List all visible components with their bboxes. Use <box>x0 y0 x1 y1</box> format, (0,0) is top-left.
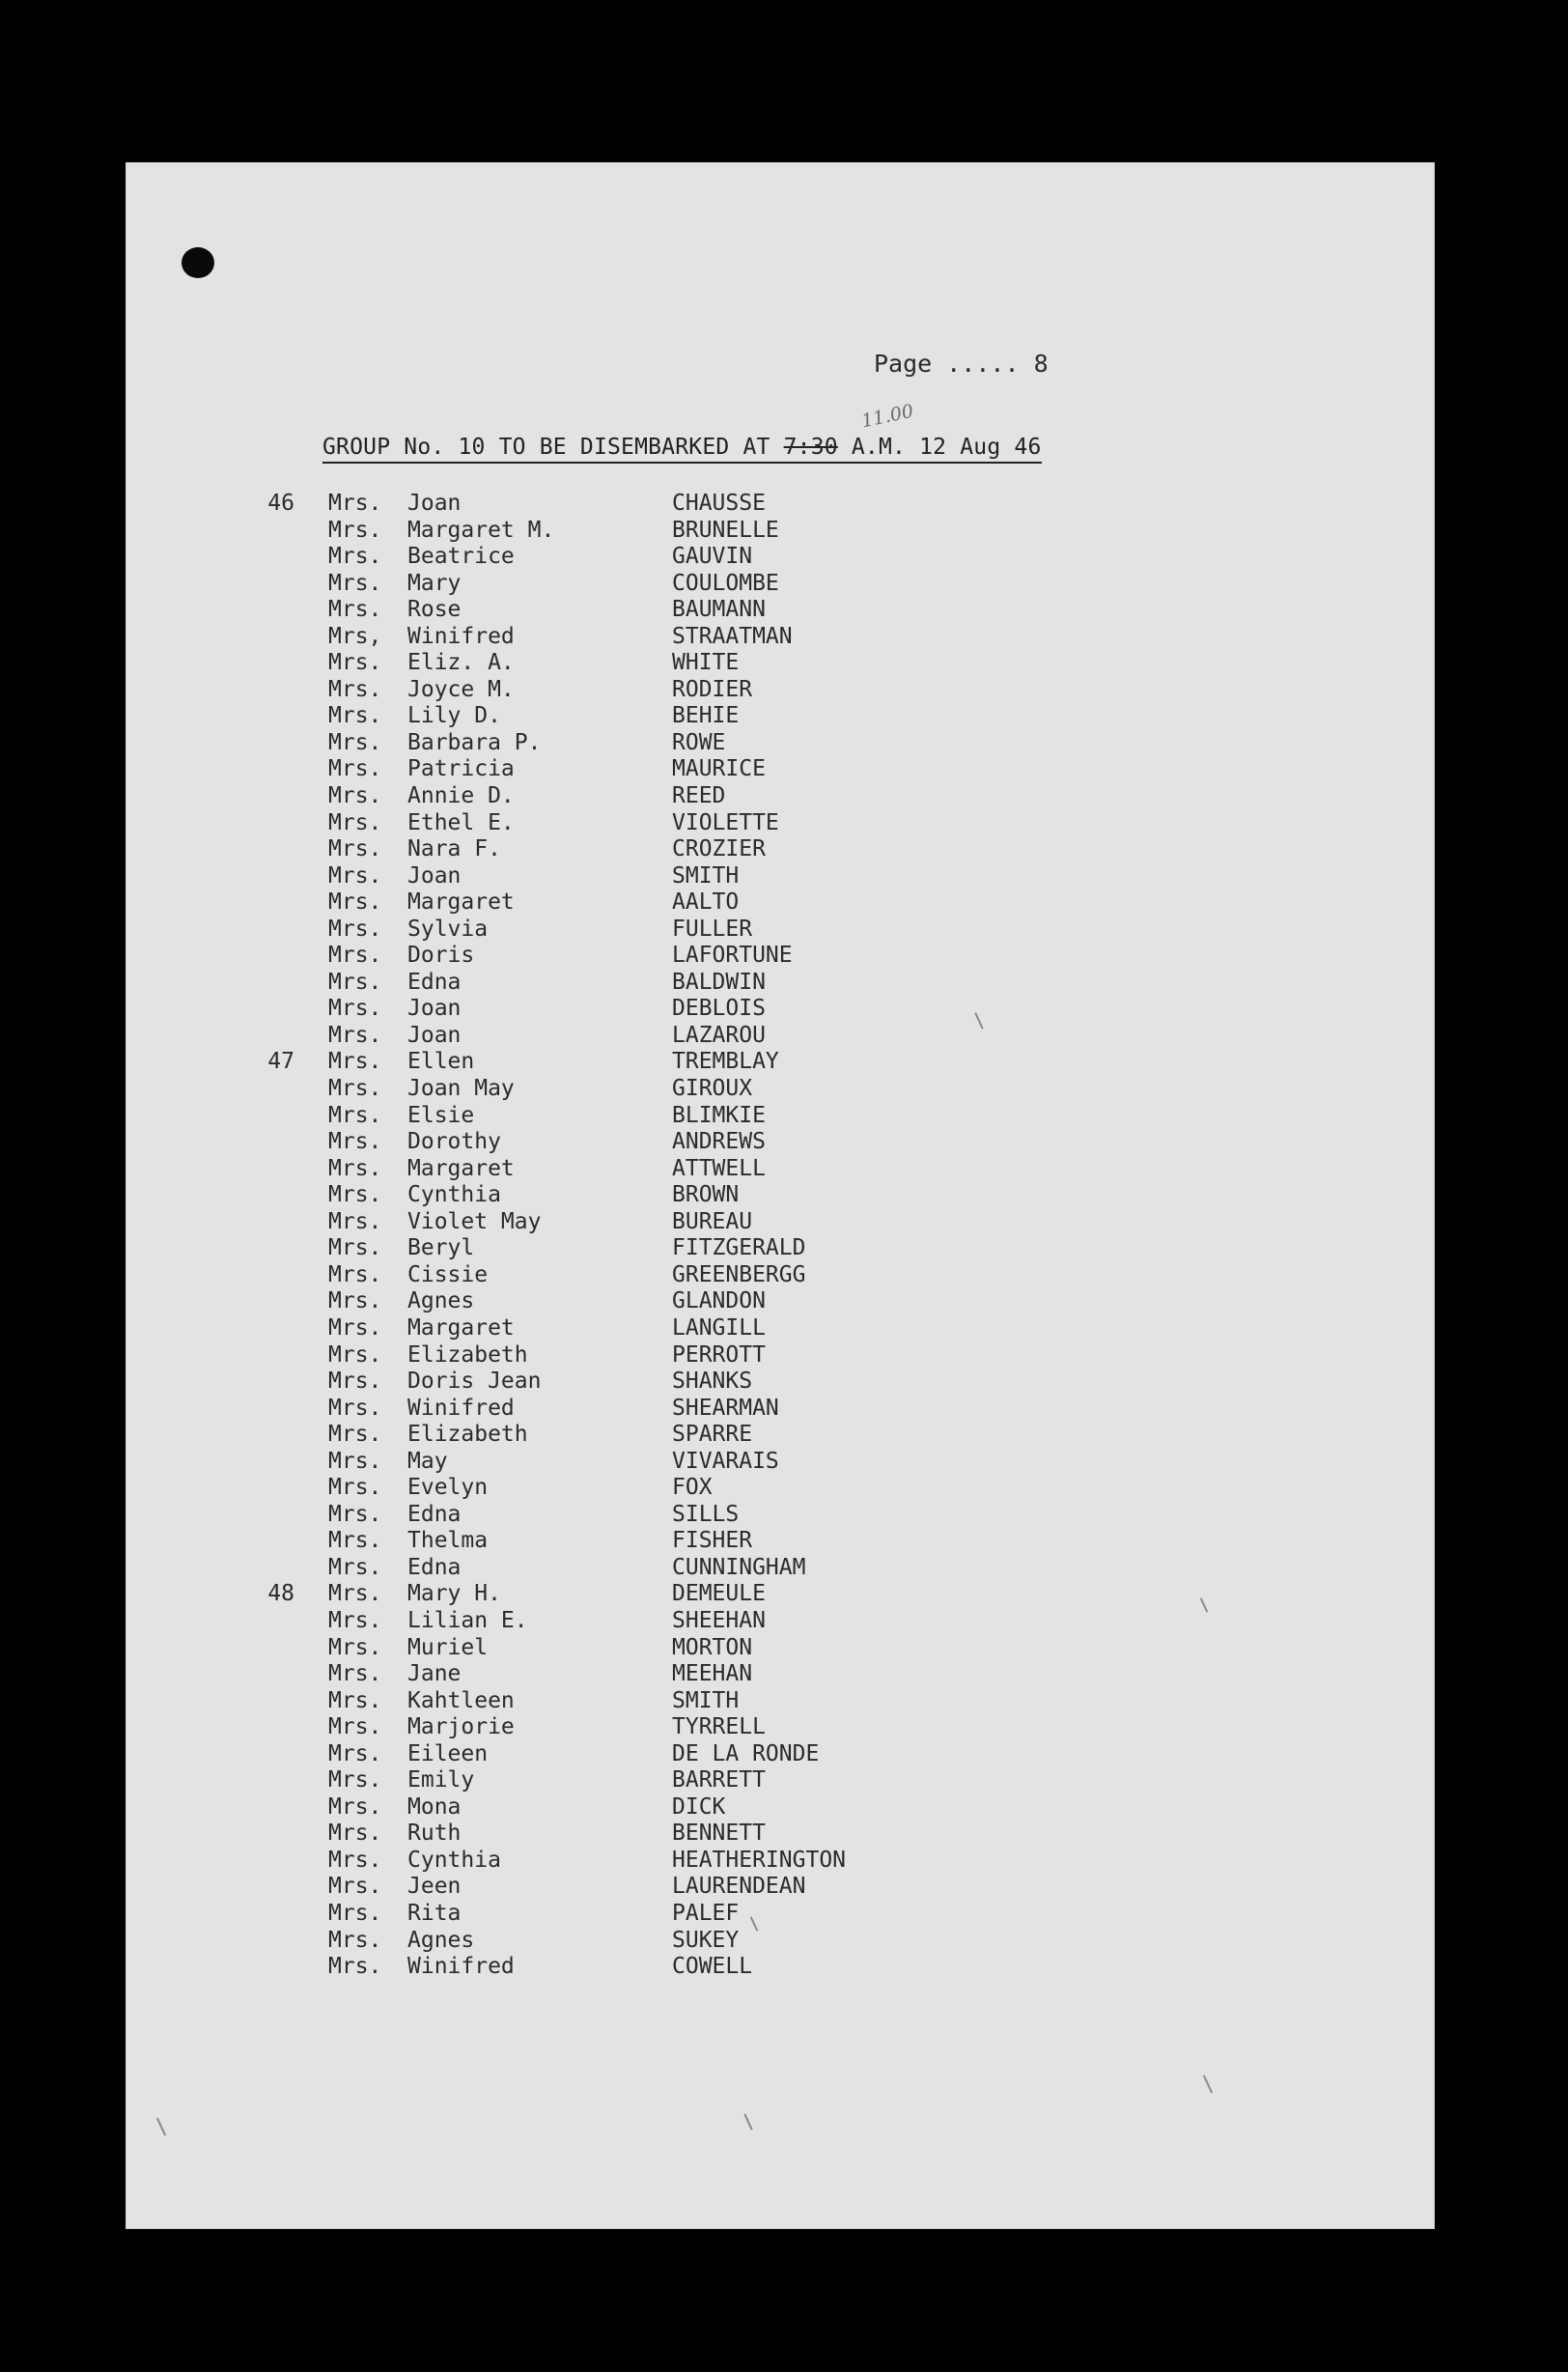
roster-title: Mrs. <box>328 570 382 596</box>
roster-title: Mrs. <box>328 1235 382 1261</box>
roster-surname: ATTWELL <box>672 1155 766 1181</box>
roster-given-name: Evelyn <box>407 1475 489 1501</box>
roster-title: Mrs. <box>328 1129 382 1155</box>
roster-given-name: Rose <box>407 597 462 623</box>
pencil-tick-mark <box>743 2113 752 2130</box>
roster-surname: GAUVIN <box>672 544 753 570</box>
roster-title: Mrs. <box>328 1022 382 1048</box>
roster-surname: CROZIER <box>672 836 766 862</box>
roster-given-name: Beatrice <box>407 544 515 570</box>
roster-given-name: Sylvia <box>407 916 489 942</box>
roster-given-name: Doris <box>407 943 475 969</box>
roster-surname: BALDWIN <box>672 969 766 995</box>
roster-given-name: Violet May <box>407 1208 542 1234</box>
roster-surname: AALTO <box>672 890 740 916</box>
roster-title: Mrs. <box>328 1341 382 1368</box>
roster-surname: COULOMBE <box>672 570 779 596</box>
roster-surname: FOX <box>672 1475 713 1501</box>
roster-given-name: Dorothy <box>407 1129 501 1155</box>
roster-title: Mrs. <box>328 1874 382 1900</box>
roster-surname: DICK <box>672 1793 726 1820</box>
roster-title: Mrs. <box>328 1208 382 1234</box>
roster-given-name: Thelma <box>407 1528 489 1554</box>
roster-title: Mrs. <box>328 1767 382 1793</box>
roster-surname: BLIMKIE <box>672 1102 766 1128</box>
roster-surname: FISHER <box>672 1528 753 1554</box>
roster-title: Mrs. <box>328 1554 382 1580</box>
roster-given-name: Cissie <box>407 1261 489 1287</box>
roster-title: Mrs. <box>328 1821 382 1847</box>
roster-given-name: Mary H. <box>407 1581 501 1607</box>
group-heading <box>322 435 1042 464</box>
roster-given-name: Winifred <box>407 623 515 649</box>
roster-surname: SILLS <box>672 1501 740 1527</box>
roster-surname: GLANDON <box>672 1288 766 1314</box>
roster-title: Mrs. <box>328 1714 382 1740</box>
roster-title: Mrs. <box>328 1661 382 1687</box>
roster-given-name: Elizabeth <box>407 1341 528 1368</box>
roster-surname: VIOLETTE <box>672 809 779 835</box>
roster-given-name: Doris Jean <box>407 1369 542 1395</box>
roster-group-number: 48 <box>267 1581 294 1607</box>
roster-title: Mrs. <box>328 836 382 862</box>
roster-given-name: Elsie <box>407 1102 475 1128</box>
roster-title: Mrs. <box>328 597 382 623</box>
roster-title: Mrs. <box>328 1448 382 1474</box>
heading-suffix: A.M. 12 Aug 46 <box>837 435 1042 460</box>
roster-surname: DEBLOIS <box>672 996 766 1022</box>
roster-given-name: Winifred <box>407 1954 515 1980</box>
roster-surname: GIROUX <box>672 1076 753 1102</box>
roster-given-name: Edna <box>407 1554 462 1580</box>
document-sheet <box>126 162 1435 2229</box>
roster-title: Mrs. <box>328 544 382 570</box>
roster-given-name: Joan <box>407 862 462 889</box>
roster-title: Mrs. <box>328 1581 382 1607</box>
roster-title: Mrs. <box>328 1954 382 1980</box>
roster-title: Mrs. <box>328 517 382 543</box>
pencil-tick-mark <box>1203 2076 1213 2094</box>
roster-surname: BUREAU <box>672 1208 753 1234</box>
roster-given-name: Eileen <box>407 1740 489 1766</box>
roster-surname: LAURENDEAN <box>672 1874 806 1900</box>
roster-title: Mrs. <box>328 1288 382 1314</box>
roster-surname: DE LA RONDE <box>672 1740 820 1766</box>
roster-surname: RODIER <box>672 676 753 702</box>
roster-title: Mrs. <box>328 1155 382 1181</box>
roster-title: Mrs. <box>328 1528 382 1554</box>
roster-given-name: Joan <box>407 996 462 1022</box>
roster-given-name: Annie D. <box>407 783 515 809</box>
roster-title: Mrs. <box>328 1793 382 1820</box>
roster-given-name: Mary <box>407 570 462 596</box>
roster-given-name: Ruth <box>407 1821 462 1847</box>
handwritten-time-note: 11.00 <box>859 400 916 433</box>
roster-surname: BRUNELLE <box>672 517 779 543</box>
roster-given-name: Patricia <box>407 756 515 782</box>
punch-hole <box>182 247 214 278</box>
roster-surname: SHANKS <box>672 1369 753 1395</box>
roster-surname: SUKEY <box>672 1927 740 1953</box>
roster-surname: LAFORTUNE <box>672 943 793 969</box>
roster-title: Mrs. <box>328 676 382 702</box>
roster-title: Mrs. <box>328 1369 382 1395</box>
roster-given-name: Margaret <box>407 1155 515 1181</box>
roster-given-name: Mona <box>407 1793 462 1820</box>
roster-surname: TYRRELL <box>672 1714 766 1740</box>
roster-title: Mrs. <box>328 1634 382 1660</box>
roster-surname: BARRETT <box>672 1767 766 1793</box>
roster-surname: PALEF <box>672 1900 740 1926</box>
roster-given-name: Lilian E. <box>407 1607 528 1633</box>
roster-title: Mrs. <box>328 1687 382 1713</box>
roster-given-name: Joan May <box>407 1076 515 1102</box>
roster-surname: FITZGERALD <box>672 1235 806 1261</box>
roster-given-name: May <box>407 1448 448 1474</box>
roster-given-name: Jeen <box>407 1874 462 1900</box>
roster-surname: SMITH <box>672 1687 740 1713</box>
roster-given-name: Edna <box>407 1501 462 1527</box>
roster-surname: TREMBLAY <box>672 1049 779 1075</box>
roster-given-name: Rita <box>407 1900 462 1926</box>
roster-title: Mrs. <box>328 1501 382 1527</box>
roster-given-name: Margaret M. <box>407 517 555 543</box>
roster-surname: GREENBERGG <box>672 1261 806 1287</box>
roster-given-name: Nara F. <box>407 836 501 862</box>
roster-title: Mrs. <box>328 1076 382 1102</box>
roster-given-name: Edna <box>407 969 462 995</box>
roster-surname: PERROTT <box>672 1341 766 1368</box>
roster-surname: BENNETT <box>672 1821 766 1847</box>
roster-title: Mrs. <box>328 1314 382 1341</box>
roster-given-name: Joyce M. <box>407 676 515 702</box>
roster-title: Mrs. <box>328 1049 382 1075</box>
roster-given-name: Kahtleen <box>407 1687 515 1713</box>
roster-surname: SHEARMAN <box>672 1395 779 1421</box>
roster-surname: MORTON <box>672 1634 753 1660</box>
roster-group-number: 47 <box>267 1049 294 1075</box>
roster-surname: MEEHAN <box>672 1661 753 1687</box>
pencil-tick-mark <box>974 1012 983 1029</box>
roster-group-number: 46 <box>267 491 294 516</box>
roster-surname: SMITH <box>672 862 740 889</box>
roster-surname: DEMEULE <box>672 1581 766 1607</box>
roster-title: Mrs. <box>328 1740 382 1766</box>
roster-surname: LANGILL <box>672 1314 766 1341</box>
roster-title: Mrs. <box>328 650 382 676</box>
roster-given-name: Agnes <box>407 1288 475 1314</box>
roster-title: Mrs. <box>328 1607 382 1633</box>
roster-surname: COWELL <box>672 1954 753 1980</box>
pencil-tick-mark <box>156 2118 166 2136</box>
roster-surname: ROWE <box>672 729 726 755</box>
roster-surname: BEHIE <box>672 703 740 729</box>
roster-title: Mrs. <box>328 1900 382 1926</box>
roster-surname: LAZAROU <box>672 1022 766 1048</box>
pencil-tick-mark <box>750 1916 759 1931</box>
roster-title: Mrs. <box>328 756 382 782</box>
roster-title: Mrs. <box>328 1847 382 1873</box>
roster-surname: VIVARAIS <box>672 1448 779 1474</box>
roster-given-name: Elizabeth <box>407 1422 528 1448</box>
roster-given-name: Margaret <box>407 890 515 916</box>
roster-given-name: Ellen <box>407 1049 475 1075</box>
roster-title: Mrs. <box>328 916 382 942</box>
roster-surname: ANDREWS <box>672 1129 766 1155</box>
roster-title: Mrs. <box>328 1927 382 1953</box>
roster-given-name: Eliz. A. <box>407 650 515 676</box>
roster-surname: BROWN <box>672 1182 740 1208</box>
roster-title: Mrs. <box>328 1422 382 1448</box>
roster-surname: CHAUSSE <box>672 491 766 516</box>
roster-surname: SPARRE <box>672 1422 753 1448</box>
roster-given-name: Barbara P. <box>407 729 542 755</box>
roster-title: Mrs. <box>328 1475 382 1501</box>
roster-surname: STRAATMAN <box>672 623 793 649</box>
roster-surname: MAURICE <box>672 756 766 782</box>
roster-title: Mrs. <box>328 996 382 1022</box>
roster-title: Mrs, <box>328 623 382 649</box>
roster-given-name: Ethel E. <box>407 809 515 835</box>
struck-time: 7:30 <box>783 435 838 460</box>
roster-title: Mrs. <box>328 862 382 889</box>
roster-given-name: Marjorie <box>407 1714 515 1740</box>
roster-surname: HEATHERINGTON <box>672 1847 847 1873</box>
roster-given-name: Cynthia <box>407 1847 501 1873</box>
roster-title: Mrs. <box>328 1102 382 1128</box>
roster-given-name: Lily D. <box>407 703 501 729</box>
roster-title: Mrs. <box>328 1261 382 1287</box>
roster-given-name: Beryl <box>407 1235 475 1261</box>
roster-surname: BAUMANN <box>672 597 766 623</box>
roster-title: Mrs. <box>328 969 382 995</box>
roster-title: Mrs. <box>328 491 382 516</box>
roster-given-name: Joan <box>407 1022 462 1048</box>
heading-prefix: GROUP No. 10 TO BE DISEMBARKED AT <box>322 435 784 460</box>
roster-title: Mrs. <box>328 1395 382 1421</box>
roster-surname: REED <box>672 783 726 809</box>
roster-title: Mrs. <box>328 809 382 835</box>
roster-given-name: Joan <box>407 491 462 516</box>
roster-given-name: Jane <box>407 1661 462 1687</box>
page-number: Page ..... 8 <box>874 350 1049 378</box>
roster-title: Mrs. <box>328 943 382 969</box>
roster-given-name: Agnes <box>407 1927 475 1953</box>
roster-title: Mrs. <box>328 1182 382 1208</box>
roster-surname: WHITE <box>672 650 740 676</box>
roster-given-name: Cynthia <box>407 1182 501 1208</box>
roster-given-name: Emily <box>407 1767 475 1793</box>
roster-title: Mrs. <box>328 783 382 809</box>
roster-title: Mrs. <box>328 703 382 729</box>
roster-surname: CUNNINGHAM <box>672 1554 806 1580</box>
roster-given-name: Margaret <box>407 1314 515 1341</box>
roster-title: Mrs. <box>328 729 382 755</box>
roster-surname: SHEEHAN <box>672 1607 766 1633</box>
pencil-tick-mark <box>1200 1597 1209 1612</box>
roster-title: Mrs. <box>328 890 382 916</box>
roster-given-name: Winifred <box>407 1395 515 1421</box>
roster-surname: FULLER <box>672 916 753 942</box>
roster-given-name: Muriel <box>407 1634 489 1660</box>
